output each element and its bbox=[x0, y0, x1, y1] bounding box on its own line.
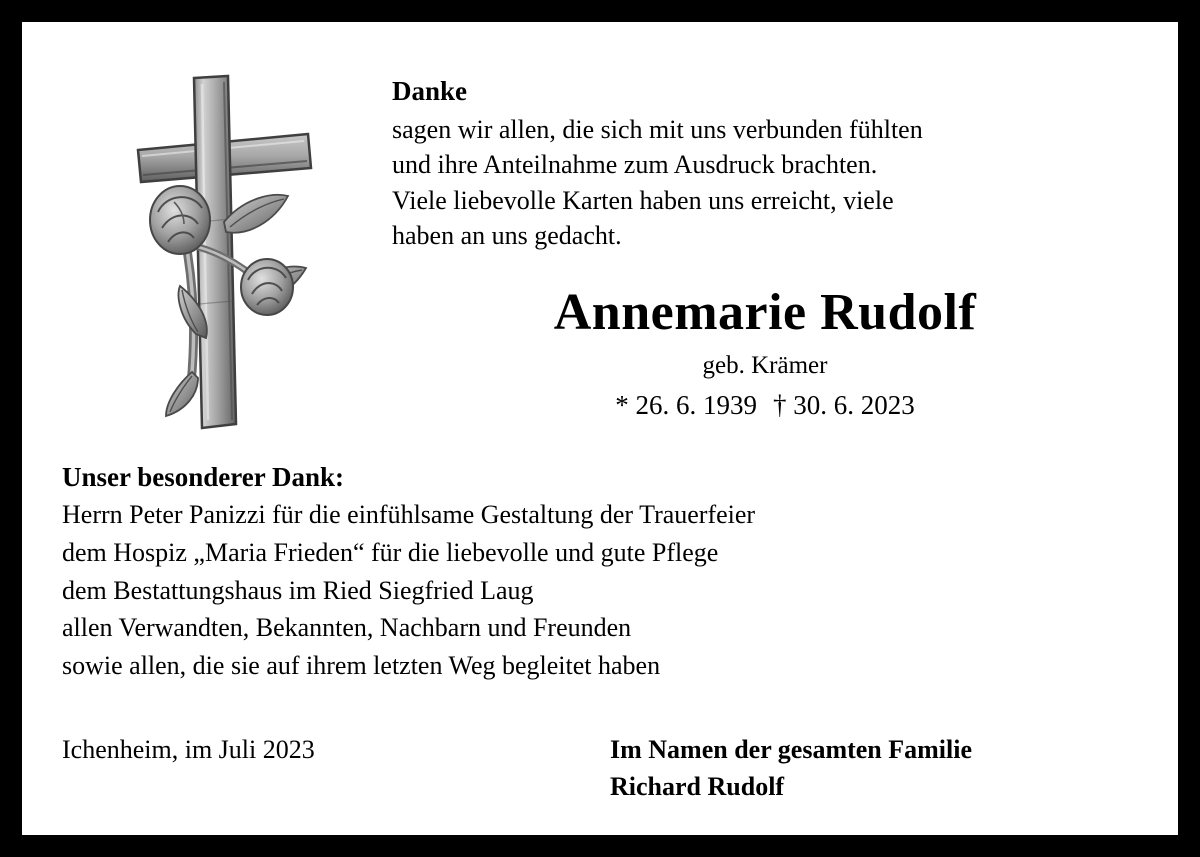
special-thanks-line-1: Herrn Peter Panizzi für die einfühlsame Gestaltung der Trauerfeier bbox=[62, 500, 756, 530]
deceased-name-block bbox=[392, 284, 1138, 424]
special-thanks-line-3: dem Bestattungshaus im Ried Siegfried Laug bbox=[62, 575, 534, 605]
special-thanks-block bbox=[62, 458, 1138, 685]
deceased-name: Annemarie Rudolf bbox=[553, 284, 977, 342]
memorial-cross-with-rose-icon bbox=[132, 72, 342, 442]
death-date: † 30. 6. 2023 bbox=[773, 389, 915, 420]
place-and-date: Ichenheim, im Juli 2023 bbox=[62, 734, 315, 764]
family-signature-line-1: Im Namen der gesamten Familie bbox=[610, 734, 973, 764]
deceased-dates bbox=[392, 387, 1138, 425]
special-thanks-line-4: allen Verwandten, Bekannten, Nachbarn und Freunden bbox=[62, 613, 632, 643]
thanks-block bbox=[392, 52, 1138, 425]
obituary-card bbox=[22, 22, 1178, 835]
thanks-title: Danke bbox=[392, 76, 468, 106]
family-signature bbox=[610, 731, 1138, 806]
deceased-maiden-name: geb. Krämer bbox=[702, 352, 828, 380]
footer-block bbox=[62, 731, 1138, 806]
thanks-line-4: haben an uns gedacht. bbox=[392, 221, 622, 251]
thanks-line-2: und ihre Anteilnahme zum Ausdruck brachten. bbox=[392, 150, 878, 180]
thanks-line-3: Viele liebevolle Karten haben uns erreicht, viele bbox=[392, 185, 894, 215]
special-thanks-line-2: dem Hospiz „Maria Frieden“ für die liebevolle und gute Pflege bbox=[62, 538, 719, 568]
top-section bbox=[62, 52, 1138, 432]
birth-date: * 26. 6. 1939 bbox=[615, 389, 757, 420]
cross-image-container bbox=[62, 52, 392, 432]
rose-blossom-lower bbox=[241, 259, 293, 315]
special-thanks-line-5: sowie allen, die sie auf ihrem letzten Weg begleitet haben bbox=[62, 651, 661, 681]
special-thanks-title: Unser besonderer Dank: bbox=[62, 462, 345, 492]
family-signature-line-2: Richard Rudolf bbox=[610, 772, 785, 802]
rose-blossom-upper bbox=[150, 186, 210, 254]
thanks-line-1: sagen wir allen, die sich mit uns verbunden fühlten bbox=[392, 114, 923, 144]
